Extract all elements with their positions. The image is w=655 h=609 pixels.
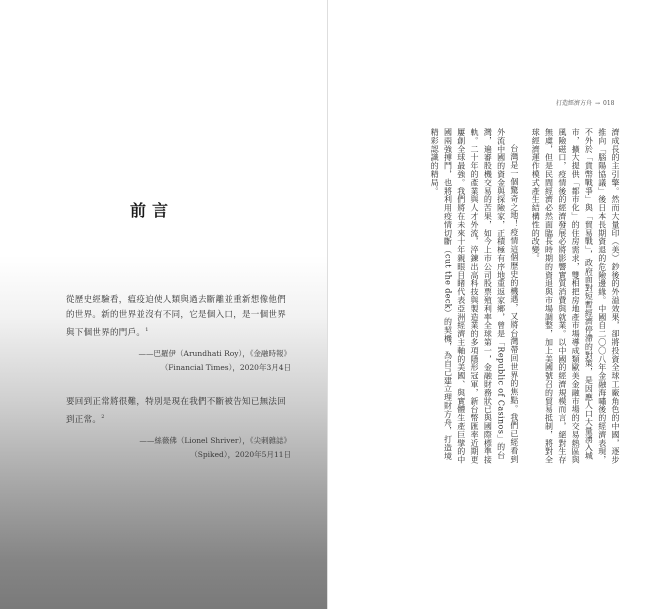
chapter-title: 前言	[130, 201, 175, 220]
epigraph-attribution	[66, 347, 291, 375]
body-paragraph: 台灣是一個驚奇之地！疫情這個歷史的機遇，又將台灣帶回世界的焦點。我們已經看到外流中國的資金與探險家，正積極有序地重返家鄉，曾是「Republic of Casinos」的台灣，遍審股機交易的苦果，如今上市公司股票殖利率全球第一，金融財務狀已與國際標準接軌。二十年的產業與人才外流，淬鍊出高科技與製造業的多項隱形冠軍，新台幣匯率近期更屢創全球最強。我們將在未來十年親眼目睹代表亞洲經濟主軸的美國、與實體生產巨擘的中國兩強搏鬥，也將利用疫情切斷（cut the deck）的契機，為自己建立理財方舟，打造境精彩認識的精局。	[430, 128, 519, 464]
epigraph-quote: 從歷史經驗看，瘟疫迫使人類與過去斷離並重新想像他們的世界。新的世界並沒有不同，它是個入口，是一個世界與下個世界的門戶。$^1$	[66, 295, 287, 338]
attribution-author: ——巴羅伊（Arundhati Roy），《金融時報》	[138, 348, 291, 358]
footnote-mark: 1	[145, 327, 149, 333]
page-number: 018	[603, 100, 615, 107]
header-title: 打造經濟方舟	[556, 100, 593, 107]
footnote-mark: 2	[101, 414, 105, 420]
running-header	[556, 98, 646, 107]
arrow-icon: →	[595, 100, 601, 107]
attribution-source: （Financial Times），2020年3月4日	[160, 362, 291, 372]
attribution-source: （Spiked），2020年5月11日	[190, 449, 291, 459]
epigraph-attribution	[66, 434, 291, 462]
right-page	[328, 0, 655, 609]
body-text	[398, 128, 622, 468]
body-paragraph: 濟成長的主引擎。然而大量印（美）鈔後的外溢效果，卻將投資全球工廠角色的中國，逐步推向「腦陽協議」後日本長期資退的危險邊緣。中國自二〇〇八年金融海嘯後的經濟表現，不外於「貨幣戰爭」與「貿易戰」，政府面對短暫經濟停滯的對策，是因應人口大量湧入城市，擴大提供「都市化」的住房需求，雙相把房地產市場導成類歐美金融市場的交易熱區與風險磁口，疫情後的經濟發展必將影響實質消費與就業。以中國的經濟規模而言，絕對生存無虞，但是民間經濟必然面臨長時期的資退與市場調整，加上美國號召的貿易抵制，將對全球經濟運作模式產生結構性的改變。	[531, 128, 620, 464]
epigraph	[66, 293, 291, 375]
epigraph	[66, 395, 291, 462]
attribution-author: ——絲薇佛（Lionel Shriver），《尖刺雜誌》	[139, 435, 291, 445]
epigraph-quote: 要回到正常將很難，特別是現在我們不斷被告知已無法回到正常。$^2$	[66, 397, 287, 425]
